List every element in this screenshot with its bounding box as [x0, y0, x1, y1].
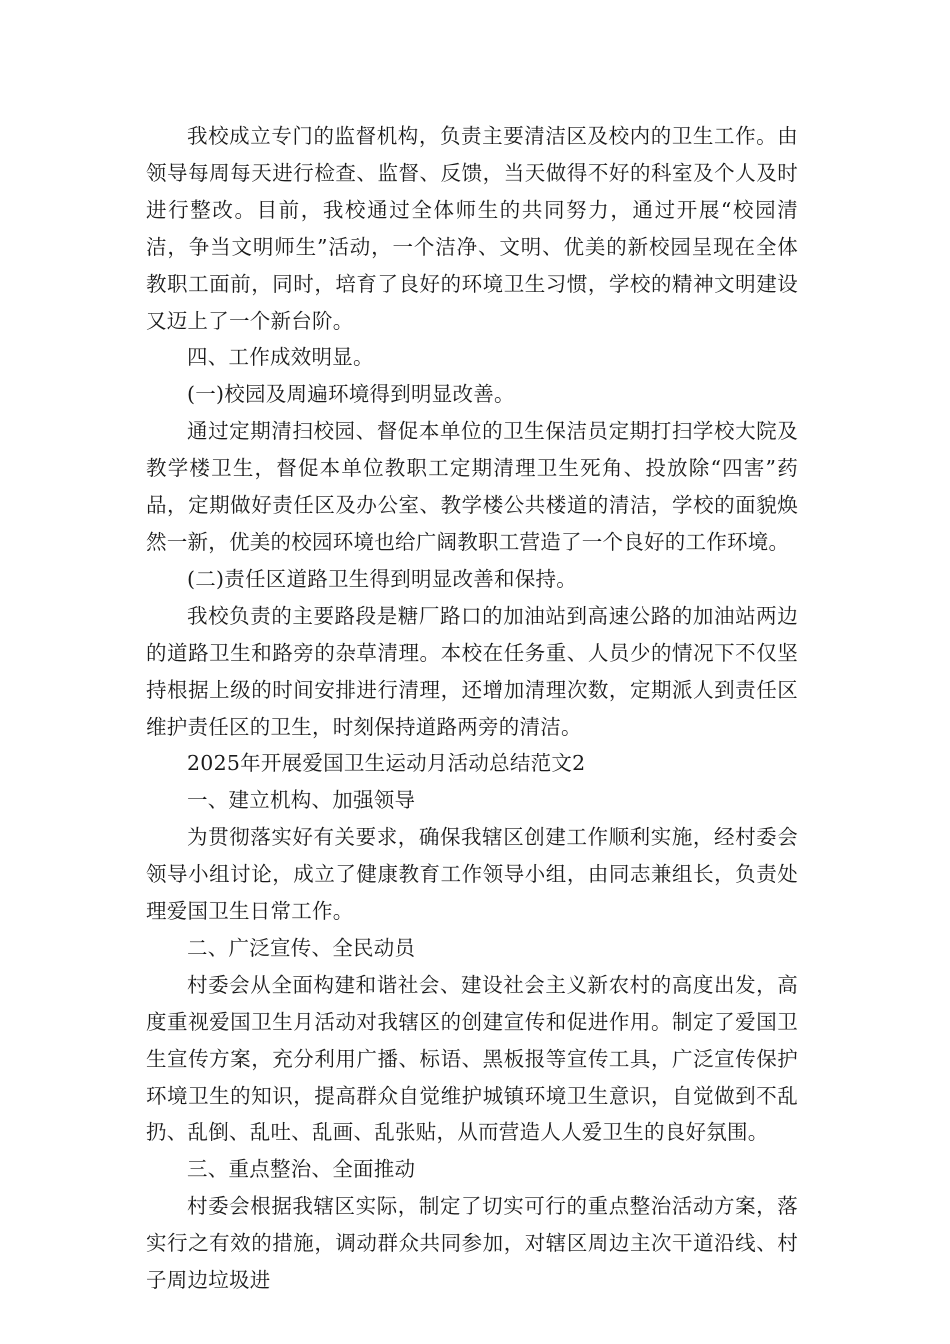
paragraph-publicity: 村委会从全面构建和谐社会、建设社会主义新农村的高度出发，高度重视爱国卫生月活动对我辖区的创建宣传和促进作用。制定了爱国卫生宣传方案，充分利用广播、标语、黑板报等宣传工具，广泛宣传保护环境卫生的知识，提高群众自觉维护城镇环境卫生意识，自觉做到不乱扔、乱倒、乱吐、乱画、乱张贴，从而营造人人爱卫生的良好氛围。 [146, 972, 798, 1145]
section-title-sample-2: 2025年开展爱国卫生运动月活动总结范文2 [187, 751, 586, 776]
document-body [146, 118, 798, 1299]
paragraph-supervision: 我校成立专门的监督机构，负责主要清洁区及校内的卫生工作。由领导每周每天进行检查、监督、反馈，当天做得不好的科室及个人及时进行整改。目前，我校通过全体师生的共同努力，通过开展“校园清洁，争当文明师生”活动，一个洁净、文明、优美的新校园呈现在全体教职工面前，同时，培育了良好的环境卫生习惯，学校的精神文明建设又迈上了一个新台阶。 [146, 124, 798, 333]
paragraph-campus-cleaning: 通过定期清扫校园、督促本单位的卫生保洁员定期打扫学校大院及教学楼卫生，督促本单位教职工定期清理卫生死角、投放除“四害”药品，定期做好责任区及办公室、教学楼公共楼道的清洁，学校的面貌焕然一新，优美的校园环境也给广阔教职工营造了一个良好的工作环境。 [146, 419, 798, 554]
heading-establish-organization: 一、建立机构、加强领导 [187, 788, 416, 813]
paragraph-leadership-group: 为贯彻落实好有关要求，确保我辖区创建工作顺利实施，经村委会领导小组讨论，成立了健康教育工作领导小组，由同志兼组长，负责处理爱国卫生日常工作。 [146, 825, 798, 924]
heading-work-results: 四、工作成效明显。 [187, 345, 374, 370]
paragraph-rectification: 村委会根据我辖区实际，制定了切实可行的重点整治活动方案，落实行之有效的措施，调动群众共同参加，对辖区周边主次干道沿线、村子周边垃圾进 [146, 1194, 798, 1293]
paragraph-road-cleaning: 我校负责的主要路段是糖厂路口的加油站到高速公路的加油站两边的道路卫生和路旁的杂草清理。本校在任务重、人员少的情况下不仅坚持根据上级的时间安排进行清理，还增加清理次数，定期派人到责任区维护责任区的卫生，时刻保持道路两旁的清洁。 [146, 603, 798, 739]
subheading-road-hygiene: (二)责任区道路卫生得到明显改善和保持。 [187, 566, 577, 591]
heading-key-rectification: 三、重点整治、全面推动 [187, 1157, 416, 1182]
subheading-campus-environment: (一)校园及周遍环境得到明显改善。 [187, 382, 515, 407]
heading-publicity: 二、广泛宣传、全民动员 [187, 935, 416, 960]
